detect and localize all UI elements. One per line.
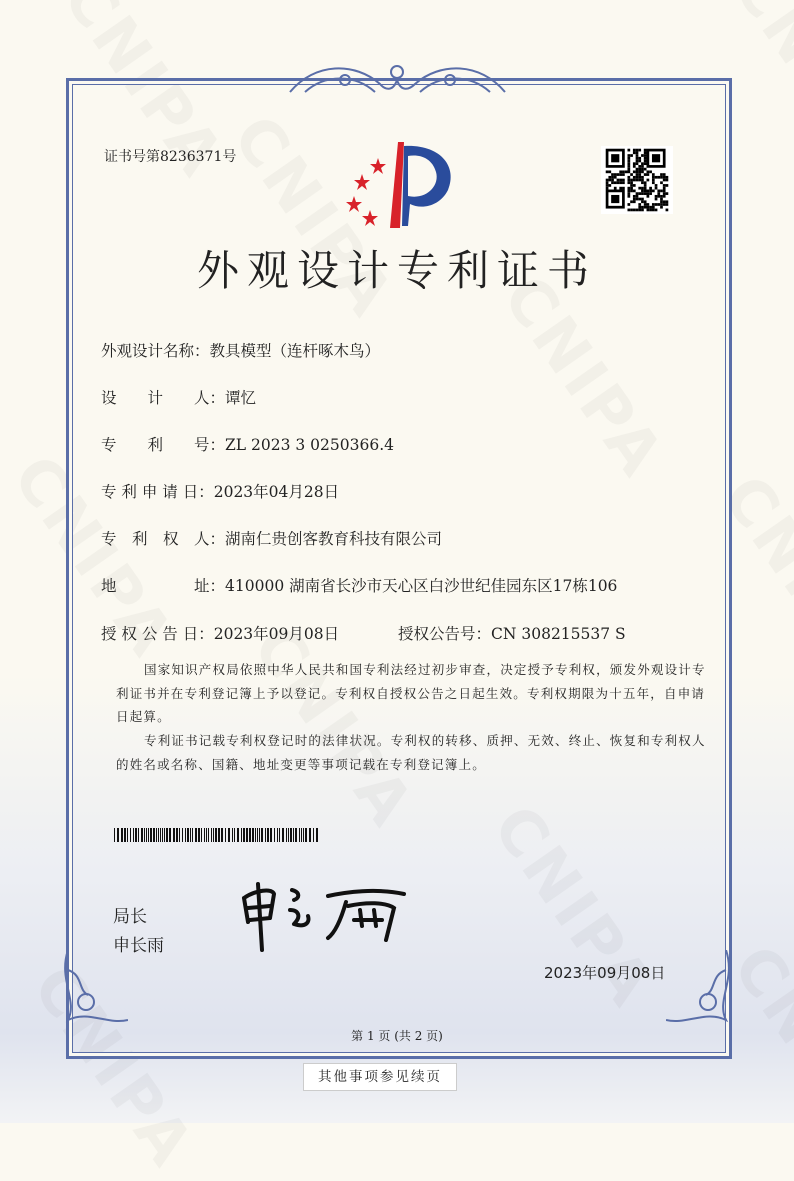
ornament-corner-left	[58, 950, 128, 1030]
field-application-date	[101, 480, 339, 502]
continued-note: 其他事项参见续页	[303, 1063, 457, 1091]
field-patentee	[101, 527, 442, 549]
field-value: ZL 2023 3 0250366.4	[225, 436, 394, 454]
field-grant-date	[101, 622, 339, 644]
page-indicator: 第 1 页 (共 2 页)	[351, 1029, 443, 1043]
field-value: 教具模型（连杆啄木鸟）	[209, 342, 381, 360]
field-value: 2023年09月08日	[213, 625, 340, 643]
field-label: 专 利 号：	[101, 436, 226, 454]
field-design-name	[101, 339, 380, 361]
field-value: 410000 湖南省长沙市天心区白沙世纪佳园东区17栋106	[225, 577, 618, 595]
ornament-corner-right	[666, 950, 736, 1030]
field-designer	[101, 386, 256, 408]
field-label: 专 利 申 请 日：	[101, 483, 214, 501]
field-announcement-number	[398, 622, 626, 644]
field-label: 授权公告号：	[398, 625, 492, 643]
signatory-title: 局长	[113, 907, 147, 927]
field-label: 授 权 公 告 日：	[101, 625, 214, 643]
cnipa-logo	[340, 140, 460, 232]
certificate-title: 外观设计专利证书	[196, 246, 597, 295]
field-value: 湖南仁贵创客教育科技有限公司	[225, 530, 443, 548]
field-patent-number	[101, 433, 394, 455]
certificate-number: 证书号第8236371号	[104, 149, 237, 165]
field-label: 地 址：	[101, 577, 226, 595]
field-value: 2023年04月28日	[213, 483, 340, 501]
field-value: 谭忆	[225, 389, 257, 407]
signatory-name: 申长雨	[113, 936, 164, 956]
field-label: 设 计 人：	[101, 389, 226, 407]
field-label: 外观设计名称：	[101, 342, 210, 360]
qr-code	[601, 146, 673, 214]
legal-paragraph-1: 国家知识产权局依照中华人民共和国专利法经过初步审查，决定授予专利权，颁发外观设计专利证书并在专利登记簿上予以登记。专利权自授权公告之日起生效。专利权期限为十五年，自申请日起算。	[116, 662, 706, 724]
field-label: 专 利 权 人：	[101, 530, 226, 548]
barcode	[114, 828, 318, 842]
issue-date: 2023年09月08日	[544, 964, 666, 982]
ornament-top	[285, 62, 510, 102]
legal-paragraph-2: 专利证书记载专利权登记时的法律状况。专利权的转移、质押、无效、终止、恢复和专利权人的姓名或名称、国籍、地址变更等事项记载在专利登记簿上。	[116, 733, 706, 772]
field-value: CN 308215537 S	[491, 625, 626, 643]
signature	[236, 876, 416, 952]
field-address	[101, 574, 617, 596]
